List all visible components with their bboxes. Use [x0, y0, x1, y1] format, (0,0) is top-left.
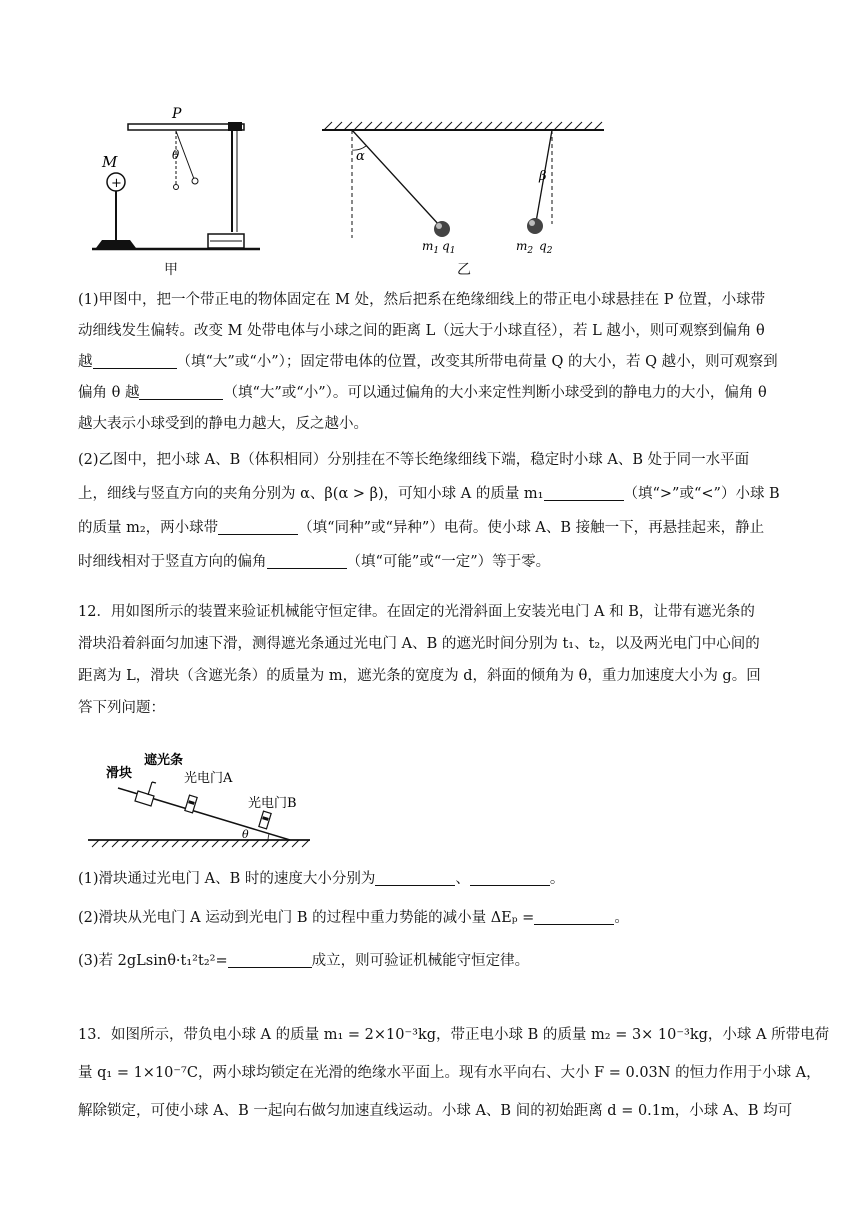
q11-p2-line2-b: （填“>”或“<”）小球 B [623, 486, 780, 502]
q11-part1 [78, 285, 784, 440]
label-theta: θ [172, 148, 180, 162]
q12-line1: 12．用如图所示的装置来验证机械能守恒定律。在固定的光滑斜面上安装光电门 A 和 B，让带有遮光条的 [78, 604, 755, 620]
figure-jia [80, 104, 270, 254]
answer-blank-8[interactable] [534, 906, 614, 925]
q11-p1-line2: 动细线发生偏转。改变 M 处带电体与小球之间的距离 L（远大于小球直径），若 L 越小，则可观察到偏角 θ [78, 323, 765, 339]
label-beta: β [539, 169, 547, 184]
q12-s1-a: (1)滑块通过光电门 A、B 时的速度大小分别为 [78, 871, 376, 887]
q11-p2-line4-a: 时细线相对于竖直方向的偏角 [78, 554, 267, 570]
caption-yi: 乙 [457, 262, 471, 278]
q12-stem [78, 596, 784, 724]
q11-p1-line3 [78, 347, 784, 378]
q12-line4: 答下列问题： [78, 700, 165, 716]
q12-s2-a: (2)滑块从光电门 A 运动到光电门 B 的过程中重力势能的减小量 ΔEₚ = [78, 910, 535, 926]
label-incline-theta: θ [242, 828, 249, 841]
q13-line3: 解除锁定，可使小球 A、B 一起向右做匀加速直线运动。小球 A、B 间的初始距离 d = 0.1m，小球 A、B 均可 [78, 1103, 793, 1119]
label-q2-sub: 2 [546, 246, 553, 256]
q11-p1-line1: (1)甲图中，把一个带正电的物体固定在 M 处，然后把系在绝缘细线上的带正电小球悬挂在 P 位置，小球带 [78, 292, 766, 308]
q11-p2-line1: (2)乙图中，把小球 A、B（体积相同）分别挂在不等长绝缘细线下端，稳定时小球 A、B 处于同一水平面 [78, 452, 750, 468]
svg-text:q2 [539, 239, 553, 256]
q11-p1-line3-b: （填“大”或“小”）；固定带电体的位置，改变其所带电荷量 Q 的大小，若 Q 越小，则可观察到 [176, 354, 778, 370]
answer-blank-2[interactable] [139, 381, 223, 400]
label-alpha: α [356, 149, 365, 164]
figure-incline [84, 746, 314, 850]
figure-yi [318, 120, 608, 260]
q11-p2-line4-b: （填“可能”或“一定”）等于零。 [346, 554, 551, 570]
q13-stem [78, 1016, 830, 1130]
q12-sub2 [78, 903, 784, 934]
label-gate-b: 光电门B [248, 796, 297, 811]
label-strip: 遮光条 [144, 753, 184, 768]
label-P: P [172, 106, 182, 122]
q12-s1-c: 。 [549, 871, 565, 887]
q12-s1-b: 、 [455, 871, 470, 887]
answer-blank-1[interactable] [93, 350, 177, 369]
q12-line2: 滑块沿着斜面匀加速下滑，测得遮光条通过光电门 A、B 的遮光时间分别为 t₁、t₂，以及两光电门中心间的 [78, 636, 760, 652]
plus-sign: + [111, 176, 122, 191]
label-gate-a: 光电门A [184, 771, 233, 786]
label-m1: m [422, 239, 434, 253]
label-q2: q [539, 239, 547, 253]
answer-blank-7[interactable] [470, 867, 550, 886]
q11-p2-line3-a: 的质量 m₂，两小球带 [78, 520, 219, 536]
q12-sub3 [78, 946, 784, 977]
answer-blank-4[interactable] [218, 516, 298, 535]
q11-p2-line4 [78, 545, 784, 579]
q11-p2-line3-b: （填“同种”或“异种”）电荷。使小球 A、B 接触一下，再悬挂起来，静止 [298, 520, 765, 536]
q13-line1: 13．如图所示，带负电小球 A 的质量 m₁ = 2×10⁻³kg，带正电小球 B 的质量 m₂ = 3× 10⁻³kg，小球 A 所带电荷 [78, 1027, 830, 1043]
q11-p1-line4 [78, 378, 784, 409]
q11-p2-line3 [78, 511, 784, 545]
answer-blank-3[interactable] [544, 482, 624, 501]
q11-p1-line3-a: 越 [78, 354, 93, 370]
answer-blank-9[interactable] [228, 949, 312, 968]
label-q1: q [442, 239, 450, 253]
q11-part2 [78, 443, 784, 579]
svg-text:m1 [422, 239, 439, 256]
svg-text:q1 [442, 239, 455, 256]
label-m1-sub: 1 [433, 246, 440, 256]
q11-p1-line4-a: 偏角 θ 越 [78, 385, 140, 401]
label-slider: 滑块 [106, 766, 133, 781]
answer-blank-5[interactable] [267, 550, 347, 569]
label-m2-sub: 2 [527, 246, 534, 256]
q11-p2-line2-a: 上，细线与竖直方向的夹角分别为 α、β(α > β)，可知小球 A 的质量 m₁ [78, 486, 544, 502]
q12-sub1 [78, 864, 784, 895]
q12-line3: 距离为 L，滑块（含遮光条）的质量为 m，遮光条的宽度为 d，斜面的倾角为 θ，重力加速度大小为 g。回 [78, 668, 761, 684]
label-m2: m [516, 239, 528, 253]
q11-p2-line2 [78, 477, 784, 511]
label-q1-sub: 1 [449, 246, 456, 256]
q11-p1-line5: 越大表示小球受到的静电力越大，反之越小。 [78, 416, 368, 432]
q11-p1-line4-b: （填“大”或“小”）。可以通过偏角的大小来定性判断小球受到的静电力的大小，偏角 θ [223, 385, 767, 401]
q12-s2-b: 。 [614, 910, 629, 926]
label-M: M [102, 153, 118, 171]
q13-line2: 量 q₁ = 1×10⁻⁷C，两小球均锁定在光滑的绝缘水平面上。现有水平向右、大小 F = 0.03N 的恒力作用于小球 A， [78, 1065, 821, 1081]
answer-blank-6[interactable] [375, 867, 455, 886]
caption-jia: 甲 [164, 262, 178, 278]
svg-text:m2 [516, 239, 533, 256]
q12-s3-b: 成立，则可验证机械能守恒定律。 [311, 953, 530, 969]
q12-s3-a: (3)若 2gLsinθ·t₁²t₂²= [78, 953, 228, 969]
